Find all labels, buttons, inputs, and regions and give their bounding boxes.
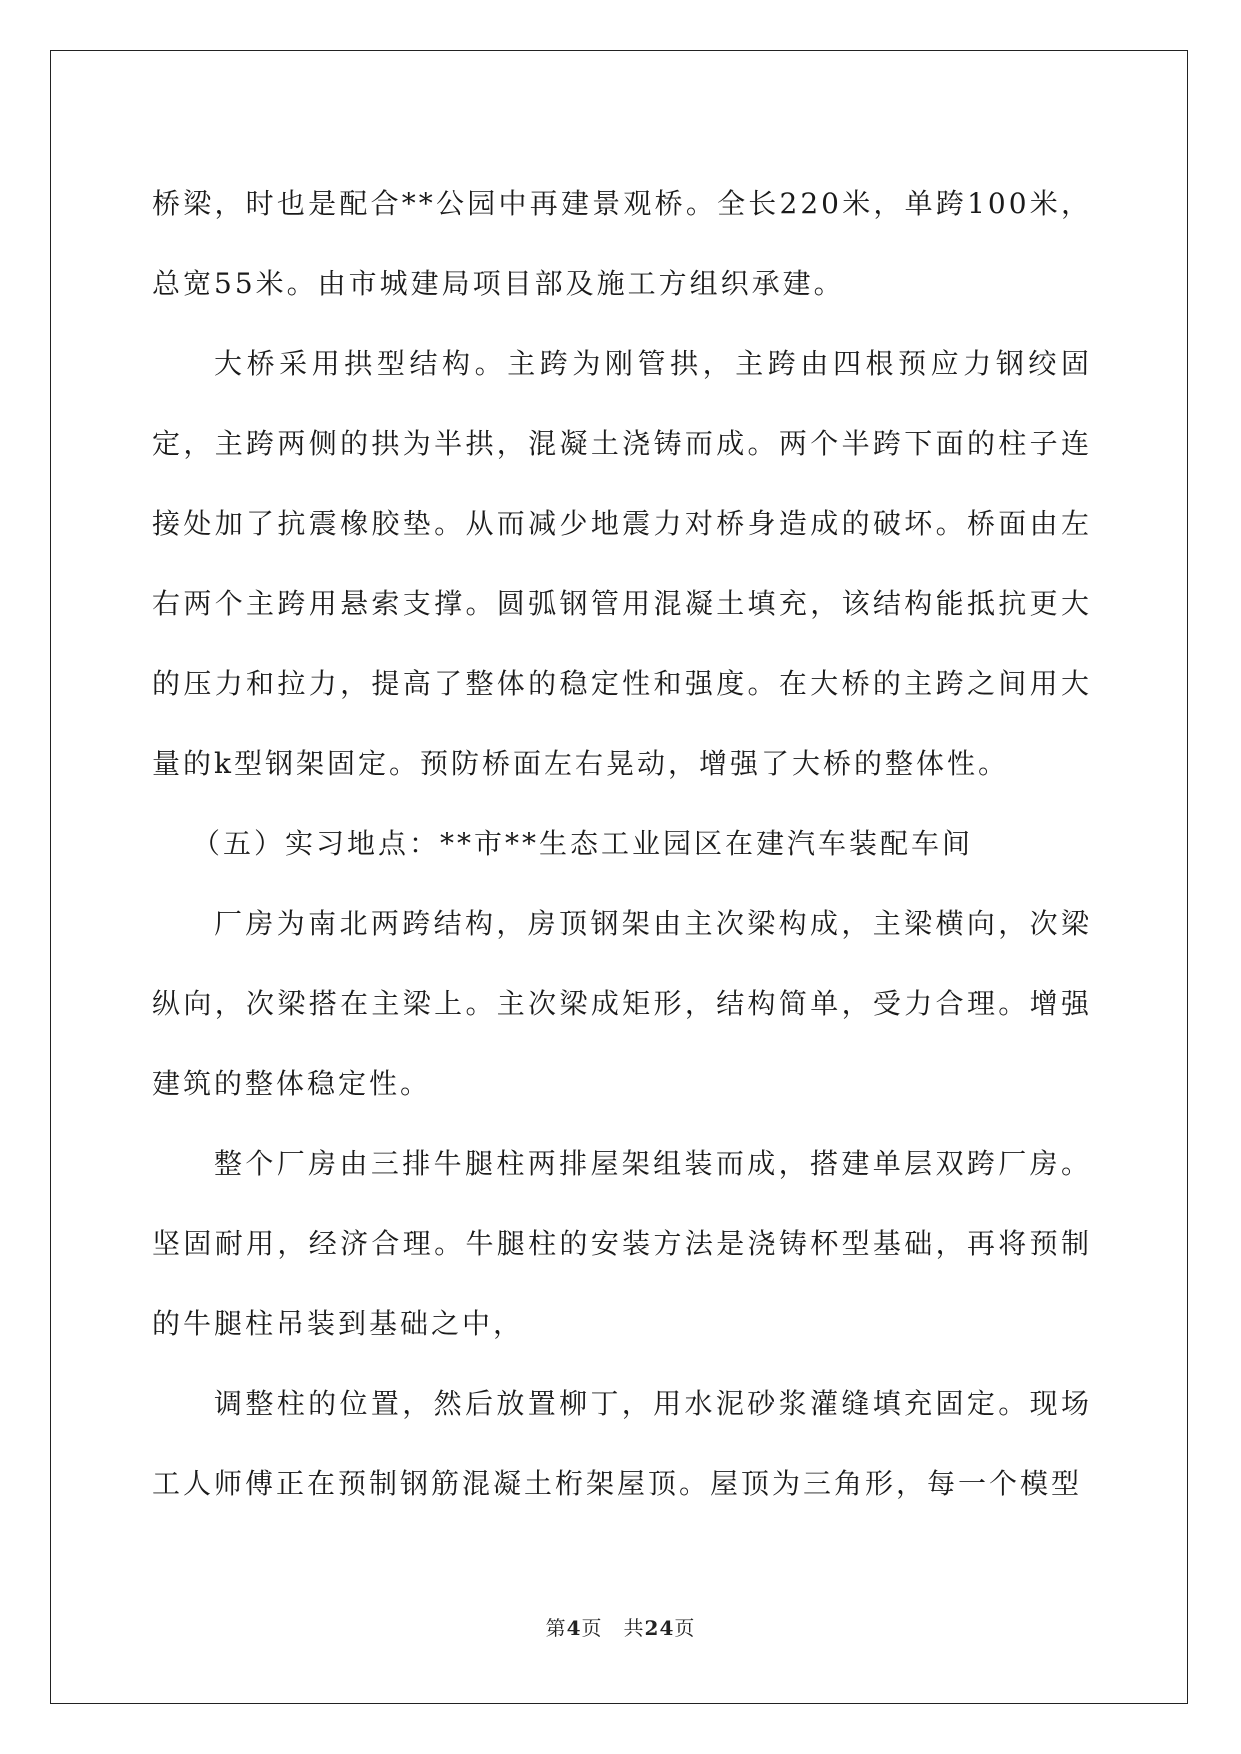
footer-page-prefix: 第 [545, 1616, 567, 1640]
paragraph-bridge-structure: 大桥采用拱型结构。主跨为刚管拱，主跨由四根预应力钢绞固定，主跨两侧的拱为半拱，混凝土浇铸而成。两个半跨下面的柱子连接处加了抗震橡胶垫。从而减少地震力对桥身造成的破坏。桥面由左右两个主跨用悬索支撑。圆弧钢管用混凝土填充，该结构能抵抗更大的压力和拉力，提高了整体的稳定性和强度。在大桥的主跨之间用大量的k型钢架固定。预防桥面左右晃动，增强了大桥的整体性。 [152, 347, 1092, 780]
paragraph-factory-assembly: 整个厂房由三排牛腿柱两排屋架组装而成，搭建单层双跨厂房。坚固耐用，经济合理。牛腿柱的安装方法是浇铸杯型基础，再将预制的牛腿柱吊装到基础之中， [152, 1147, 1092, 1340]
footer-page-current: 4 [566, 1616, 582, 1640]
paragraph-column-adjustment: 调整柱的位置，然后放置柳丁，用水泥砂浆灌缝填充固定。现场工人师傅正在预制钢筋混凝土桁架屋顶。屋顶为三角形，每一个模型 [152, 1387, 1092, 1500]
footer-total-prefix: 共 [623, 1616, 645, 1640]
footer-page-total: 24 [644, 1616, 675, 1640]
footer-total-suffix: 页 [674, 1616, 696, 1640]
page-footer [0, 1612, 1241, 1641]
section-heading-five: （五）实习地点：**市**生态工业园区在建汽车装配车间 [192, 827, 974, 860]
footer-page-suffix: 页 [581, 1616, 603, 1640]
paragraph-bridge-intro: 桥梁，时也是配合**公园中再建景观桥。全长220米，单跨100米，总宽55米。由市城建局项目部及施工方组织承建。 [152, 187, 1092, 300]
document-body [152, 164, 1092, 1524]
paragraph-factory-structure: 厂房为南北两跨结构，房顶钢架由主次梁构成，主梁横向，次梁纵向，次梁搭在主梁上。主次梁成矩形，结构简单，受力合理。增强建筑的整体稳定性。 [152, 907, 1092, 1100]
